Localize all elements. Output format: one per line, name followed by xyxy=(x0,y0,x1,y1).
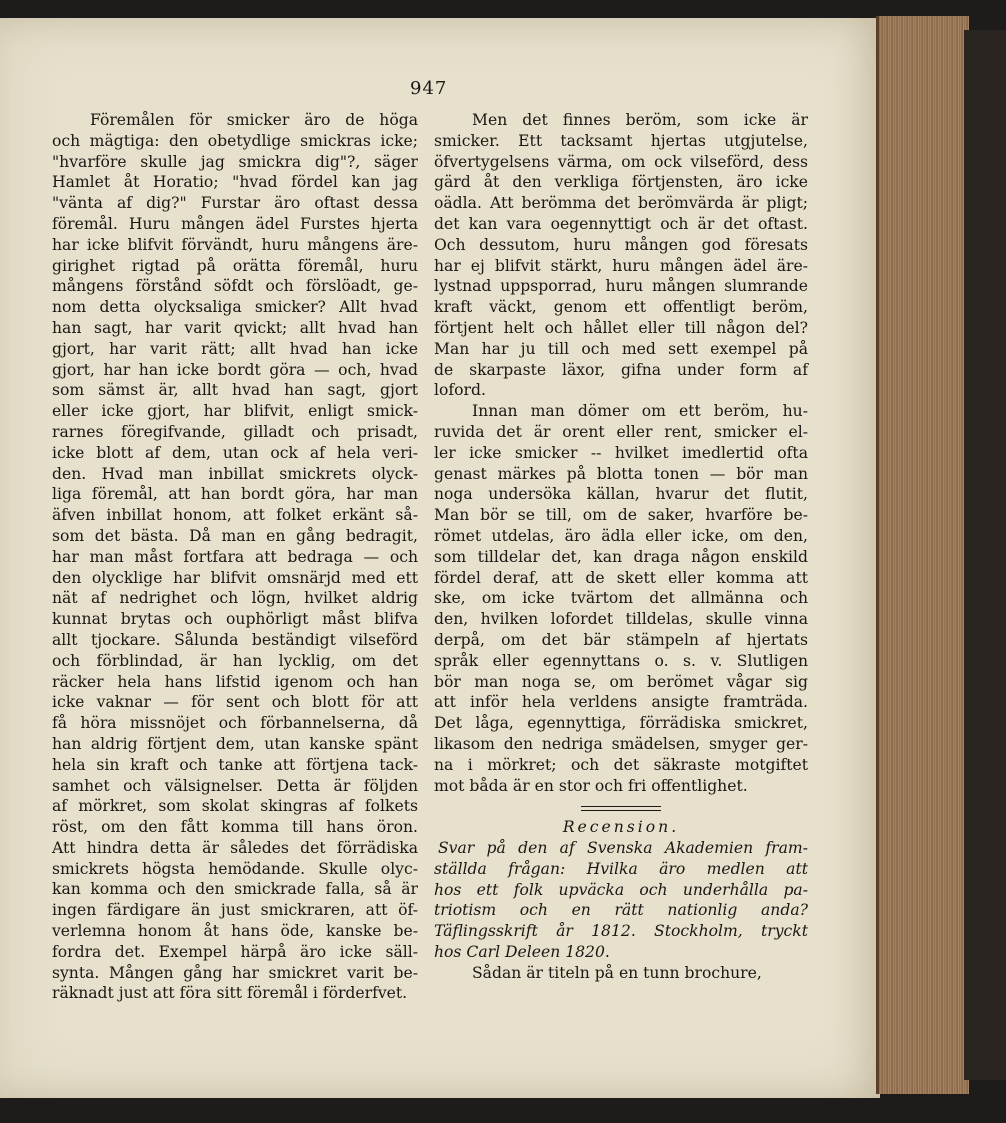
text-line: allt tjockare. Sålunda beständigt vilseförd xyxy=(52,630,418,649)
text-line: gjort, har han icke bordt göra — och, hvad xyxy=(52,360,418,379)
text-line: synta. Mången gång har smickret varit be- xyxy=(52,963,418,982)
text-line: rarnes föregifvande, gilladt och prisadt, xyxy=(52,422,418,441)
text-line: ske, om icke tvärtom det allmänna och xyxy=(434,589,808,608)
page-number: 947 xyxy=(410,78,448,99)
text-line: Sådan är titeln på en tunn brochure, xyxy=(472,963,762,982)
text-line: och förblindad, är han lycklig, om det xyxy=(52,651,418,670)
text-line: som sämst är, allt hvad han sagt, gjort xyxy=(52,381,418,400)
review-text xyxy=(434,963,808,984)
text-line: räknadt just att föra sitt föremål i förderfvet. xyxy=(52,984,408,1003)
text-line: Man har ju till och med sett exempel på xyxy=(434,339,808,358)
text-line: eller icke gjort, har blifvit, enligt smick- xyxy=(52,402,418,421)
text-line: Man bör se till, om de saker, hvarföre be- xyxy=(434,506,808,525)
text-line: som det bästa. Då man en gång bedragit, xyxy=(52,526,418,545)
text-line: ler icke smicker -- hvilket imedlertid ofta xyxy=(434,443,808,462)
text-line: noga undersöka källan, hvarur det flutit, xyxy=(434,485,808,504)
text-line: de skarpaste läxor, gifna under form af xyxy=(434,360,808,379)
right-column-text xyxy=(434,110,808,796)
book-cover xyxy=(964,30,1006,1080)
text-line: han aldrig förtjent dem, utan kanske spänt xyxy=(52,734,418,753)
text-line: Det låga, egennyttiga, förrädiska smickret, xyxy=(434,714,808,733)
text-line: smickrets högsta hemödande. Skulle olyc- xyxy=(52,859,418,878)
text-line: ställda frågan: Hvilka äro medlen att xyxy=(434,859,808,878)
text-line: hela sin kraft och tanke att förtjena tack- xyxy=(52,755,418,774)
text-line: mot båda är en stor och fri offentlighet. xyxy=(434,776,748,795)
text-line: den. Hvad man inbillat smickrets olyck- xyxy=(52,464,418,483)
text-line: hos Carl Deleen 1820. xyxy=(434,943,610,962)
text-line: derpå, om det bär stämpeln af hjertats xyxy=(434,630,808,649)
text-line: har ej blifvit stärkt, huru mången ädel äre- xyxy=(434,256,808,275)
review-title xyxy=(434,838,808,963)
text-line: likasom den nedriga smädelsen, smyger ger- xyxy=(434,734,808,753)
text-line: Svar på den af Svenska Akademien fram- xyxy=(438,839,808,858)
text-line: äfven inbillat honom, att folket erkänt så- xyxy=(52,506,418,525)
text-line: hos ett folk upväcka och underhålla pa- xyxy=(434,880,808,899)
text-line: föremål. Huru mången ädel Furstes hjerta xyxy=(52,214,418,233)
text-line: mångens förstånd söfdt och förslöadt, ge- xyxy=(52,277,418,296)
text-line: förtjent helt och hållet eller till någon del? xyxy=(434,318,808,337)
divider-rule xyxy=(581,806,661,811)
text-line: Och dessutom, huru mången god föresats xyxy=(434,235,808,254)
text-line: loford. xyxy=(434,381,486,400)
text-line: "hvarföre skulle jag smickra dig"?, säger xyxy=(52,152,418,171)
text-line: kraft väckt, genom ett offentligt beröm, xyxy=(434,298,808,317)
text-line: att inför hela verldens ansigte framträda. xyxy=(434,693,808,712)
text-line: lystnad uppsporrad, huru mången slumrande xyxy=(434,277,808,296)
text-line: icke vaknar — för sent och blott för att xyxy=(52,693,418,712)
text-line: liga föremål, att han bordt göra, har man xyxy=(52,485,418,504)
text-line: räcker hela hans lifstid igenom och han xyxy=(52,672,418,691)
text-line: kan komma och den smickrade falla, så är xyxy=(52,880,418,899)
text-line: fördel deraf, att de skett eller komma att xyxy=(434,568,808,587)
text-line: röst, om den fått komma till hans öron. xyxy=(52,818,418,837)
text-line: öfvertygelsens värma, om ock vilseförd, dess xyxy=(434,152,808,171)
text-line: fordra det. Exempel härpå äro icke säll- xyxy=(52,942,418,961)
text-line: af mörkret, som skolat skingras af folkets xyxy=(52,797,418,816)
right-column xyxy=(434,110,808,984)
text-line: genast märkes på blotta tonen — bör man xyxy=(434,464,808,483)
text-line: språk eller egennyttans o. s. v. Slutligen xyxy=(434,651,808,670)
text-line: Hamlet åt Horatio; "hvad fördel kan jag xyxy=(52,173,418,192)
text-line: han sagt, har varit qvickt; allt hvad han xyxy=(52,318,418,337)
text-line: har icke blifvit förvändt, huru mångens äre- xyxy=(52,235,418,254)
text-line: och mägtiga: den obetydlige smickras icke; xyxy=(52,131,418,150)
text-line: gärd åt den verkliga förtjensten, äro icke xyxy=(434,173,808,192)
text-line: ruvida det är orent eller rent, smicker el- xyxy=(434,422,808,441)
text-line: som tilldelar det, kan draga någon enskild xyxy=(434,547,808,566)
text-line: Att hindra detta är således det förrädiska xyxy=(52,838,418,857)
text-line: girighet rigtad på orätta föremål, huru xyxy=(52,256,418,275)
text-line: nät af nedrighet och lögn, hvilket aldrig xyxy=(52,589,418,608)
text-line: oädla. Att berömma det berömvärda är pligt; xyxy=(434,194,808,213)
text-line: ingen färdigare än just smickraren, att öf- xyxy=(52,901,418,920)
text-line: icke blott af dem, utan ock af hela veri- xyxy=(52,443,418,462)
text-line: gjort, har varit rätt; allt hvad han icke xyxy=(52,339,418,358)
text-line: nom detta olycksaliga smicker? Allt hvad xyxy=(52,298,418,317)
text-line: har man måst fortfara att bedraga — och xyxy=(52,547,418,566)
text-line: Men det finnes beröm, som icke är xyxy=(472,111,808,129)
text-line: na i mörkret; och det säkraste motgiftet xyxy=(434,755,808,774)
text-line: bör man noga se, om berömet vågar sig xyxy=(434,672,808,691)
text-line: "vänta af dig?" Furstar äro oftast dessa xyxy=(52,194,418,213)
text-line: den olycklige har blifvit omsnärjd med ett xyxy=(52,568,418,587)
section-heading: Recension. xyxy=(562,818,680,837)
text-line: römet utdelas, äro ädla eller icke, om den, xyxy=(434,526,808,545)
text-line: smicker. Ett tacksamt hjertas utgjutelse, xyxy=(434,131,808,150)
text-line: Föremålen för smicker äro de höga xyxy=(90,111,418,129)
text-line: det kan vara oegennyttigt och är det oftast. xyxy=(434,214,808,233)
text-line: verlemna honom åt hans öde, kanske be- xyxy=(52,922,418,941)
left-column xyxy=(52,110,418,1004)
text-line: Innan man dömer om ett beröm, hu- xyxy=(472,402,808,421)
text-line: triotism och en rätt nationlig anda? xyxy=(434,901,808,920)
page-edges xyxy=(876,16,969,1094)
text-line: få höra missnöjet och förbannelserna, då xyxy=(52,714,418,733)
text-line: Täflingsskrift år 1812. Stockholm, tryckt xyxy=(434,922,808,941)
text-line: den, hvilken lofordet tilldelas, skulle vinna xyxy=(434,610,808,629)
text-line: kunnat brytas och ouphörligt måst blifva xyxy=(52,610,418,629)
text-line: samhet och välsignelser. Detta är följden xyxy=(52,776,418,795)
